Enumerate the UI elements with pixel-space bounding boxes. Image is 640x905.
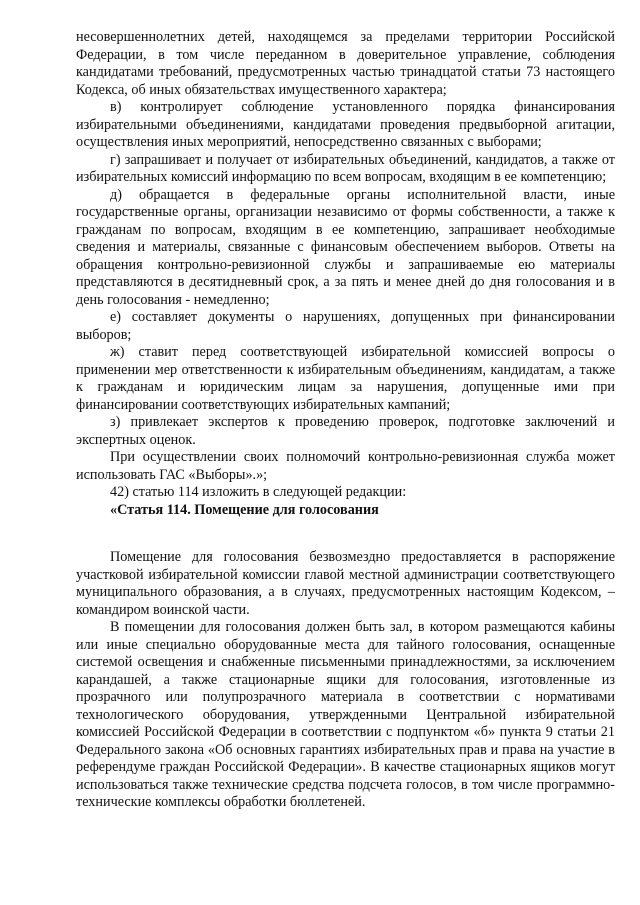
paragraph-premises-hall: В помещении для голосования должен быть зал, в котором размещаются кабины или иные специально оборудованные места для тайного голосования, оснащенные системой освещения и снабженные письменными принадлежностями, за исключением карандашей, а также стационарные ящики для голосования, изготовленные из прозрачного или полупрозрачного материала в соответствии с нормативами технологического оборудования, утвержденными Центральной избирательной комиссией Российской Федерации в соответствии с подпунктом «б» пункта 9 статьи 21 Федерального закона «Об основных гарантиях избирательных прав и права на участие в референдуме граждан Российской Федерации». В качестве стационарных ящиков могут использоваться также технические средства подсчета голосов, в том числе программно-технические комплексы обработки бюллетеней. [76,619,615,810]
paragraph-item-v: в) контролирует соблюдение установленного порядка финансирования избирательными объединениями, кандидатами проведения предвыборной агитации, осуществления иных мероприятий, непосредственно связанных с выборами; [76,99,615,150]
paragraph-item-d: д) обращается в федеральные органы исполнительной власти, иные государственные органы, организации независимо от формы собственности, а также к гражданам по вопросам, входящим в ее компетенцию, запрашивает необходимые сведения и материалы, связанные с финансовым обеспечением выборов. Ответы на обращения контрольно-ревизионной службы и запрашиваемые ею материалы представляются в десятидневный срок, а за пять и менее дней до дня голосования и в день голосования - немедленно; [76,186,615,308]
article-heading: «Статья 114. Помещение для голосования [110,501,379,518]
paragraph-item-zh: ж) ставит перед соответствующей избирательной комиссией вопросы о применении мер ответственности к избирательным объединениям, кандидатам, а также к гражданам и юридическим лицам за нарушения, допущенные ими при финансировании соответствующих избирательных кампаний; [76,344,615,413]
document-text [76,29,615,812]
paragraph-continuation: несовершеннолетних детей, находящемся за пределами территории Российской Федерации, в том числе переданном в доверительное управление, соблюдения кандидатами требований, предусмотренных частью тринадцатой статьи 73 настоящего Кодекса, об иных обязательствах имущественного характера; [76,29,615,98]
paragraph-item-z: з) привлекает экспертов к проведению проверок, подготовке заключений и экспертных оценок. [76,414,615,448]
paragraph-gas-vybory: При осуществлении своих полномочий контрольно-ревизионная служба может использовать ГАС «Выборы».»; [76,449,615,483]
paragraph-item-g: г) запрашивает и получает от избирательных объединений, кандидатов, а также от избирательных комиссий информацию по всем вопросам, входящим в ее компетенцию; [76,151,615,185]
spacer [76,519,615,549]
paragraph-item-e: е) составляет документы о нарушениях, допущенных при финансировании выборов; [76,309,615,343]
paragraph-premises-provision: Помещение для голосования безвозмездно предоставляется в распоряжение участковой избирательной комиссии главой местной администрации соответствующего муниципального образования, а в случаях, предусмотренных настоящим Кодексом, – командиром воинской части. [76,549,615,618]
paragraph-amendment-42: 42) статью 114 изложить в следующей редакции: [110,484,407,500]
